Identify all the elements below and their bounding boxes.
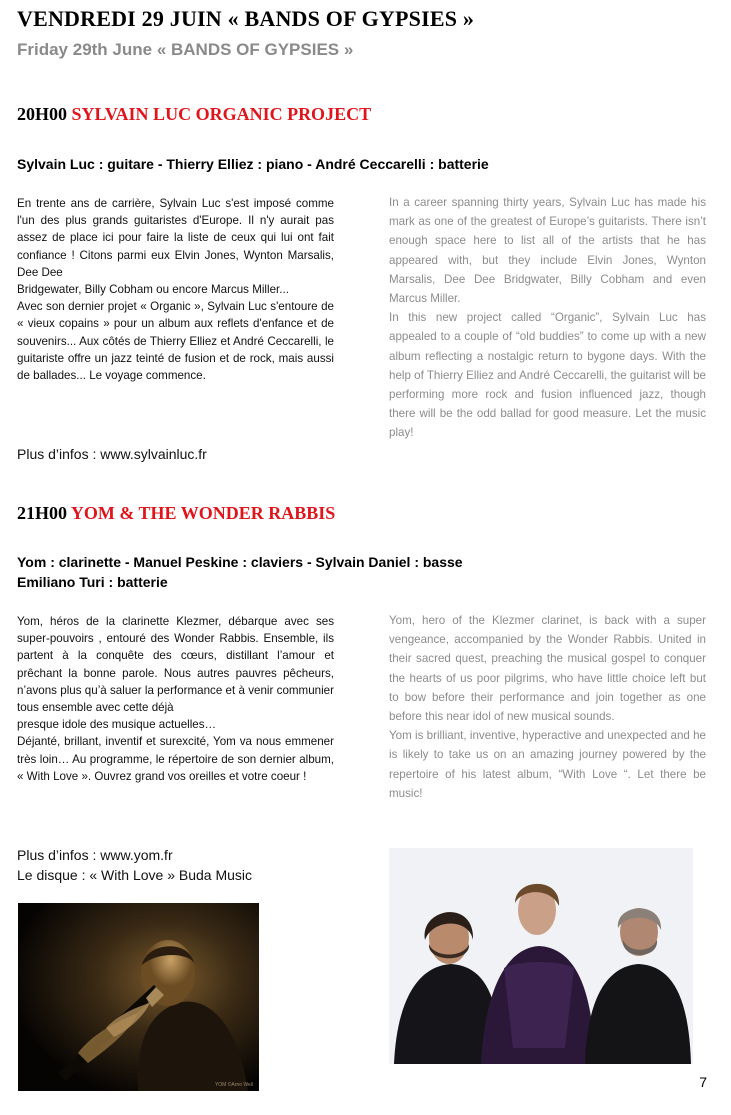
act2-lineup-line-1: Yom : clarinette - Manuel Peskine : claviers - Sylvain Daniel : basse <box>17 554 463 570</box>
page-title: VENDREDI 29 JUIN « BANDS OF GYPSIES » <box>17 6 475 31</box>
act1-text-fr <box>17 195 334 384</box>
act2-text-fr <box>17 613 334 785</box>
act1-heading <box>17 104 371 125</box>
act2-en-paragraph-2: Yom is brilliant, inventive, hyperactive and unexpected and he is likely to take us on an amazing journey powered by the repertoire of his latest album, “With Love “. Let there be music! <box>389 729 706 800</box>
act1-time: 20H00 <box>17 104 68 124</box>
band-trio-illustration <box>389 848 693 1064</box>
act2-name: YOM & THE WONDER RABBIS <box>70 503 336 523</box>
band-trio-photo <box>389 848 693 1064</box>
act1-text-en <box>389 193 706 443</box>
act1-fr-paragraph-3: Avec son dernier projet « Organic », Sylvain Luc s'entoure de « vieux copains » pour un album aux reflets d'enfance et de souvenirs... Aux côtés de Thierry Elliez et André Ceccarelli, le guitariste offre un jazz teinté de fusion et de rock, mais aussi de ballades... Le voyage commence. <box>17 300 334 383</box>
act2-fr-paragraph-1: Yom, héros de la clarinette Klezmer, débarque avec ses super-pouvoirs , entouré des Wonder Rabbis. Ensemble, ils partent à la conquête des cœurs, distillant l’amour et prêchant la bonne parole. Nous autres pauvres pêcheurs, n’avons plus qu’à saluer la performance et à venir communier tous ensemble avec cette déjà <box>17 615 334 715</box>
clarinetist-photo <box>18 903 259 1091</box>
act2-en-paragraph-1: Yom, hero of the Klezmer clarinet, is back with a super vengeance, accompanied by the Wonder Rabbis. United in their sacred quest, preaching the musical gospel to conquer the hearts of us poor pilgrims, who have little choice left but to bow before their performance and join together as one before this near idol of new musical sounds. <box>389 614 706 724</box>
photo-credit: YOM ©Arno Weil <box>214 1082 253 1088</box>
act2-heading <box>17 503 335 524</box>
act1-en-paragraph-2: In this new project called “Organic”, Sylvain Luc has appealed to a couple of “old buddies” to come up with a new album reflecting a nostalgic return to bygone days. With the help of Thierry Elliez and André Ceccarelli, the guitarist will be performing more rock and fusion influenced jazz, though there will be the odd ballad for good measure. Let the music play! <box>389 311 706 440</box>
act2-disc-info: Le disque : « With Love » Buda Music <box>17 867 253 883</box>
act1-lineup: Sylvain Luc : guitare - Thierry Elliez : piano - André Ceccarelli : batterie <box>17 156 489 172</box>
page-number: 7 <box>699 1074 707 1090</box>
clarinetist-illustration <box>18 903 259 1091</box>
act2-more-info: Plus d’infos : www.yom.fr <box>17 847 173 863</box>
act1-fr-paragraph-1: En trente ans de carrière, Sylvain Luc s'est imposé comme l'un des plus grands guitaristes d'Europe. Il n'y aurait pas assez de place ici pour faire la liste de ceux qui lui ont fait confiance ! Citons parmi eux Elvin Jones, Wynton Marsalis, Dee Dee <box>17 197 334 279</box>
act1-name: SYLVAIN LUC ORGANIC PROJECT <box>71 104 372 124</box>
act1-en-paragraph-1: In a career spanning thirty years, Sylvain Luc has made his mark as one of the greatest of Europe’s guitarists. There isn’t enough space here to list all of the artists that he has appeared with, but they include Elvin Jones, Wynton Marsalis, Dee Dee Bridgwater, Billy Cobham and even Marcus Miller. <box>389 196 706 306</box>
act2-text-en <box>389 611 706 803</box>
act2-lineup-line-2: Emiliano Turi : batterie <box>17 574 168 590</box>
page-subtitle-english: Friday 29th June « BANDS OF GYPSIES » <box>17 40 354 59</box>
act2-fr-paragraph-2: presque idole des musique actuelles… <box>17 718 217 732</box>
act2-time: 21H00 <box>17 503 68 523</box>
act1-more-info: Plus d’infos : www.sylvainluc.fr <box>17 446 207 462</box>
act1-fr-paragraph-2: Bridgewater, Billy Cobham ou encore Marcus Miller... <box>17 283 289 297</box>
act2-fr-paragraph-3: Déjanté, brillant, inventif et surexcité, Yom va nous emmener très loin… Au programme, le répertoire de son dernier album, « With Love ». Ouvrez grand vos oreilles et votre coeur ! <box>17 735 334 783</box>
